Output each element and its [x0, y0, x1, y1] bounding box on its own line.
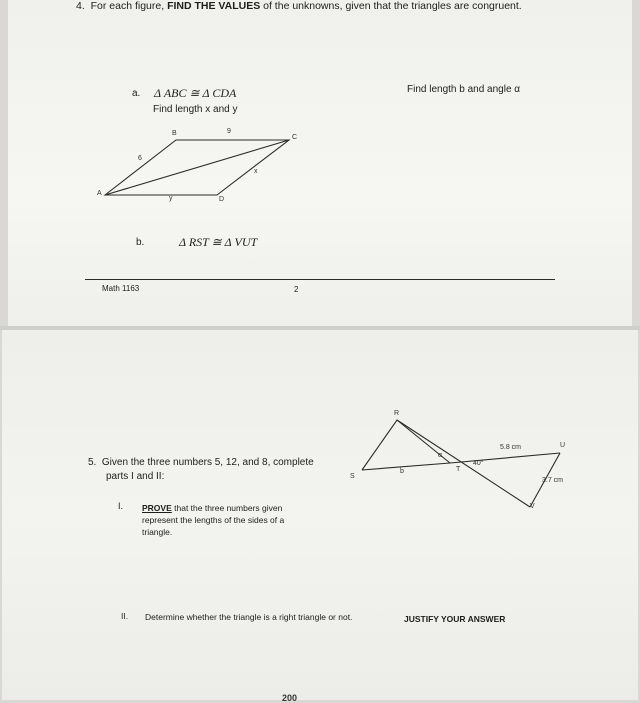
problem-5-line-2: parts I and II:	[106, 471, 165, 482]
part-b-label: b.	[136, 237, 145, 248]
problem-4-text-pre: For each figure,	[90, 0, 168, 12]
part-ii-label: II.	[121, 611, 129, 621]
segment-tu	[450, 453, 560, 463]
vertex-s-label: S	[350, 473, 355, 480]
problem-5-text-1: Given the three numbers 5, 12, and 8, complete	[101, 457, 314, 468]
side-b-label: b	[400, 468, 404, 475]
vertex-u-label: U	[560, 442, 566, 449]
vertex-a-label: A	[97, 190, 102, 197]
segment-rv	[397, 420, 530, 507]
part-a-statement: Δ ABC ≅ Δ CDA	[154, 86, 237, 100]
problem-4-text-bold: FIND THE VALUES	[167, 0, 261, 12]
base-st	[362, 463, 450, 470]
part-ii-bold: JUSTIFY YOUR ANSWER	[404, 614, 506, 624]
angle-alpha-label: α	[438, 452, 443, 459]
part-i-line-3: triangle.	[142, 527, 173, 537]
problem-5-number: 5.	[88, 457, 97, 468]
problem-4-text-post: of the unknowns, given that the triangles are congruent.	[260, 0, 522, 12]
part-i-line-1	[142, 503, 282, 513]
part-i-label: I.	[118, 501, 124, 511]
length-uv-label: 3.7 cm	[542, 477, 564, 484]
vertex-d-label: D	[219, 196, 225, 203]
problem-4-number: 4.	[76, 0, 85, 12]
problem-5-line-1	[88, 457, 314, 468]
vertex-r-label: R	[394, 410, 400, 417]
vertex-b-label: B	[172, 130, 177, 137]
footer-course: Math 1163	[102, 284, 140, 293]
length-tu-label: 5.8 cm	[500, 444, 522, 451]
angle-40-label: 40°	[473, 460, 484, 467]
side-x-label: x	[254, 168, 258, 175]
part-i-bold: PROVE	[142, 503, 172, 513]
part-b-statement: Δ RST ≅ Δ VUT	[179, 235, 258, 249]
footer-page-number: 2	[294, 285, 299, 294]
triangle-rst	[362, 420, 450, 470]
side-y-label: y	[169, 195, 173, 202]
cut-off-text: 200	[282, 693, 298, 703]
side-bc-label: 9	[227, 128, 231, 135]
part-i-text-1: that the three numbers given	[171, 503, 283, 513]
part-i-line-2: represent the lengths of the sides of a	[142, 515, 285, 525]
part-a-instruction: Find length x and y	[153, 104, 238, 115]
vertex-t-label: T	[456, 466, 461, 473]
side-ab-label: 6	[138, 155, 142, 162]
part-a-label: a.	[132, 88, 141, 99]
part-b-instruction: Find length b and angle α	[407, 84, 521, 95]
vertex-v-label: V	[530, 503, 535, 510]
vertex-c-label: C	[292, 134, 298, 141]
part-ii-text: Determine whether the triangle is a right triangle or not.	[145, 612, 353, 622]
